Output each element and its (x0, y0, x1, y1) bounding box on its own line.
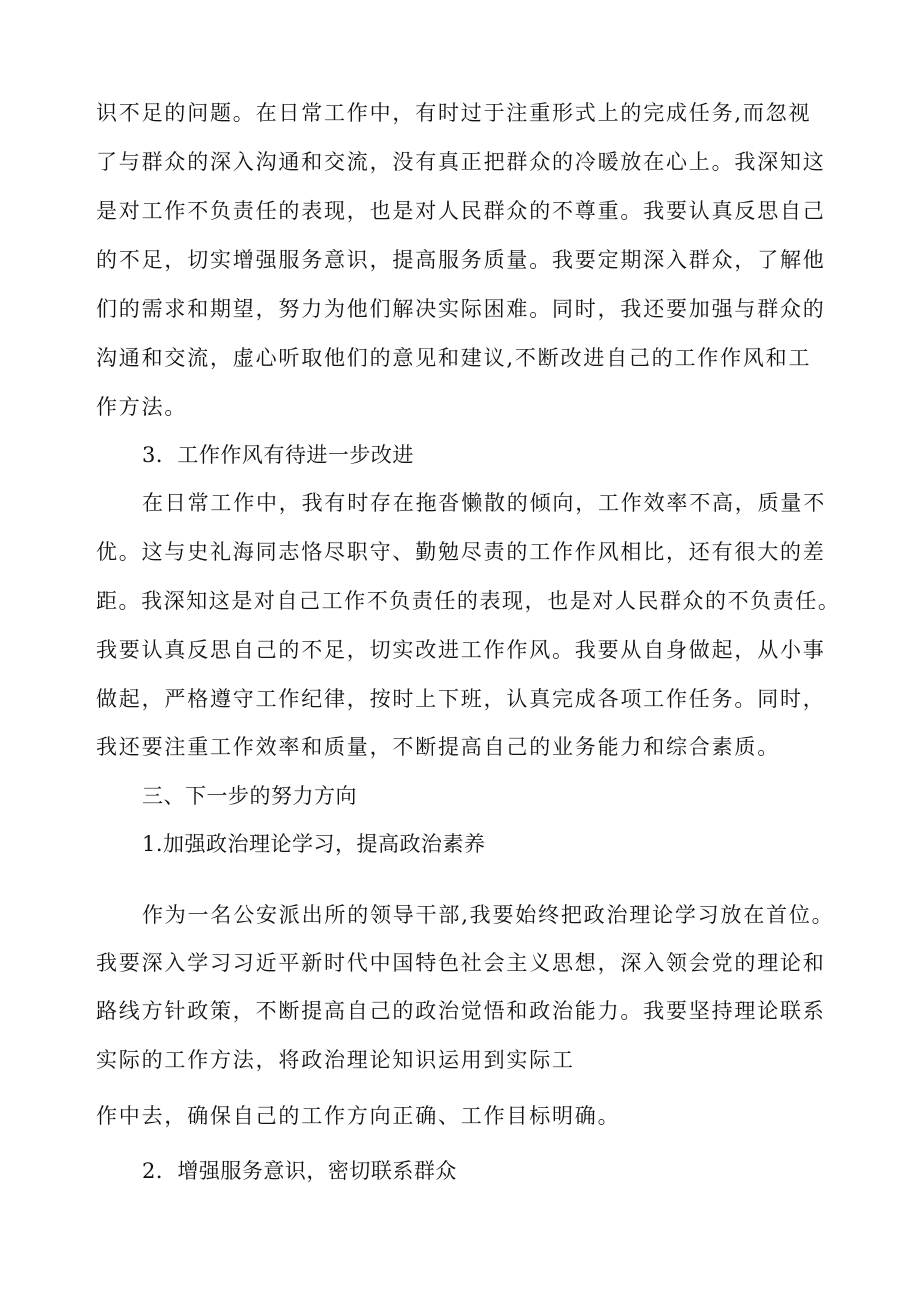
paragraph-line: 距。我深知这是对自己工作不负责任的表现，也是对人民群众的不负责任。 (96, 589, 841, 613)
paragraph-line: 作为一名公安派出所的领导干部,我要始终把政治理论学习放在首位。 (142, 903, 835, 927)
paragraph-line: 们的需求和期望，努力为他们解决实际困难。同时，我还要加强与群众的 (96, 297, 826, 321)
section-heading: 三、下一步的努力方向 (142, 784, 357, 808)
paragraph-line: 路线方针政策，不断提高自己的政治觉悟和政治能力。我要坚持理论联系 (96, 999, 826, 1023)
paragraph-line: 作方法。 (96, 395, 188, 419)
paragraph-line: 做起，严格遵守工作纪律，按时上下班，认真完成各项工作任务。同时， (96, 687, 826, 711)
paragraph-line: 我还要注重工作效率和质量，不断提高自己的业务能力和综合素质。 (96, 735, 780, 759)
paragraph-line: 我要深入学习习近平新时代中国特色社会主义思想，深入领会党的理论和 (96, 951, 826, 975)
paragraph-line: 实际的工作方法，将政治理论知识运用到实际工 (96, 1048, 575, 1072)
subsection-heading: 3．工作作风有待进一步改进 (142, 443, 414, 467)
paragraph-line: 在日常工作中，我有时存在拖沓懒散的倾向，工作效率不高，质量不 (142, 491, 826, 515)
paragraph-line: 我要认真反思自己的不足，切实改进工作作风。我要从自身做起，从小事 (96, 638, 826, 662)
item-heading: 2．增强服务意识，密切联系群众 (142, 1159, 457, 1183)
paragraph-line: 沟通和交流，虚心听取他们的意见和建议,不断改进自己的工作作风和工 (96, 346, 812, 370)
paragraph-line: 是对工作不负责任的表现，也是对人民群众的不尊重。我要认真反思自己 (96, 199, 826, 223)
item-heading: 1.加强政治理论学习，提高政治素养 (142, 832, 486, 856)
paragraph-line: 的不足，切实增强服务意识，提高服务质量。我要定期深入群众，了解他 (96, 248, 826, 272)
paragraph-line: 优。这与史礼海同志恪尽职守、勤勉尽责的工作作风相比，还有很大的差 (96, 540, 826, 564)
paragraph-line: 了与群众的深入沟通和交流，没有真正把群众的冷暖放在心上。我深知这 (96, 150, 826, 174)
paragraph-line: 作中去，确保自己的工作方向正确、工作目标明确。 (96, 1104, 621, 1128)
paragraph-line: 识不足的问题。在日常工作中，有时过于注重形式上的完成任务,而忽视 (96, 101, 812, 125)
